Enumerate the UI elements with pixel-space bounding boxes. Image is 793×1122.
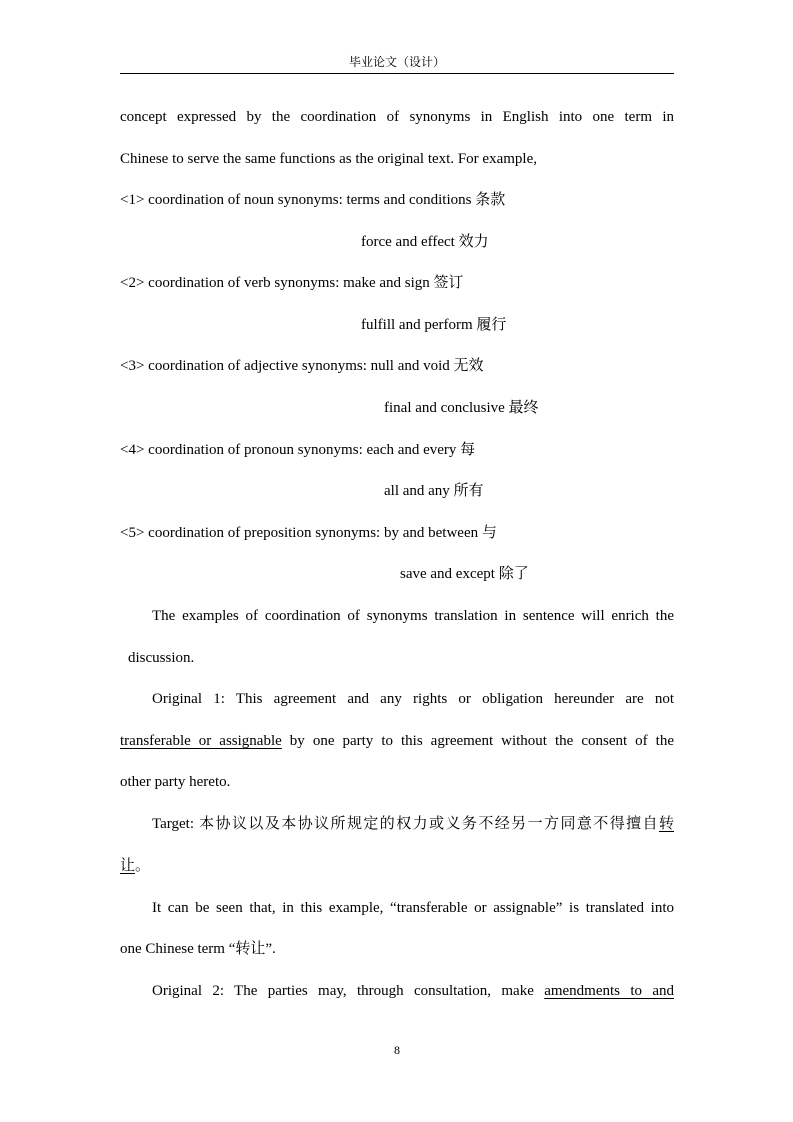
paragraph-line: discussion. <box>128 650 195 666</box>
underlined-phrase: transferable or assignable <box>120 733 282 749</box>
example-line: <2> coordination of verb synonyms: make and sign 签订 <box>120 275 464 291</box>
paragraph-line: Chinese to serve the same functions as the original text. For example, <box>120 151 537 167</box>
paragraph-line: other party hereto. <box>120 774 231 790</box>
paragraph-line <box>120 731 674 751</box>
text-run: Target: 本协议以及本协议所规定的权力或义务不经另一方同意不得擅自 <box>152 816 659 832</box>
text-run: by one party to this agreement without the consent of the <box>281 733 674 749</box>
example-line: <5> coordination of preposition synonyms: by and between 与 <box>120 525 497 541</box>
text-run: 。 <box>135 858 151 874</box>
paragraph-line: one Chinese term “转让”. <box>120 941 276 957</box>
page-header: 毕业论文（设计） <box>348 55 445 69</box>
underlined-phrase: amendments to and <box>544 983 674 999</box>
paragraph-line: It can be seen that, in this example, “transferable or assignable” is translated into <box>152 900 674 916</box>
underlined-phrase: 让 <box>120 858 136 874</box>
example-line: force and effect 效力 <box>361 234 489 250</box>
example-line: <1> coordination of noun synonyms: terms and conditions 条款 <box>120 192 506 208</box>
paragraph-line <box>120 856 150 876</box>
example-line: save and except 除了 <box>400 566 529 582</box>
page-number: 8 <box>394 1043 400 1057</box>
underlined-phrase: 转 <box>658 816 674 832</box>
example-line: all and any 所有 <box>384 483 484 499</box>
paragraph-line: Original 1: This agreement and any rights or obligation hereunder are not <box>152 691 674 707</box>
text-run: Original 2: The parties may, through consultation, make <box>152 983 545 999</box>
header-rule <box>120 73 674 74</box>
example-line: fulfill and perform 履行 <box>361 317 507 333</box>
paragraph-line: The examples of coordination of synonyms translation in sentence will enrich the <box>152 608 674 624</box>
paragraph-line <box>152 814 674 834</box>
example-line: <4> coordination of pronoun synonyms: each and every 每 <box>120 442 476 458</box>
paragraph-line <box>152 981 674 1001</box>
example-line: final and conclusive 最终 <box>384 400 539 416</box>
example-line: <3> coordination of adjective synonyms: null and void 无效 <box>120 358 484 374</box>
paragraph-line: concept expressed by the coordination of synonyms in English into one term in <box>120 109 674 125</box>
